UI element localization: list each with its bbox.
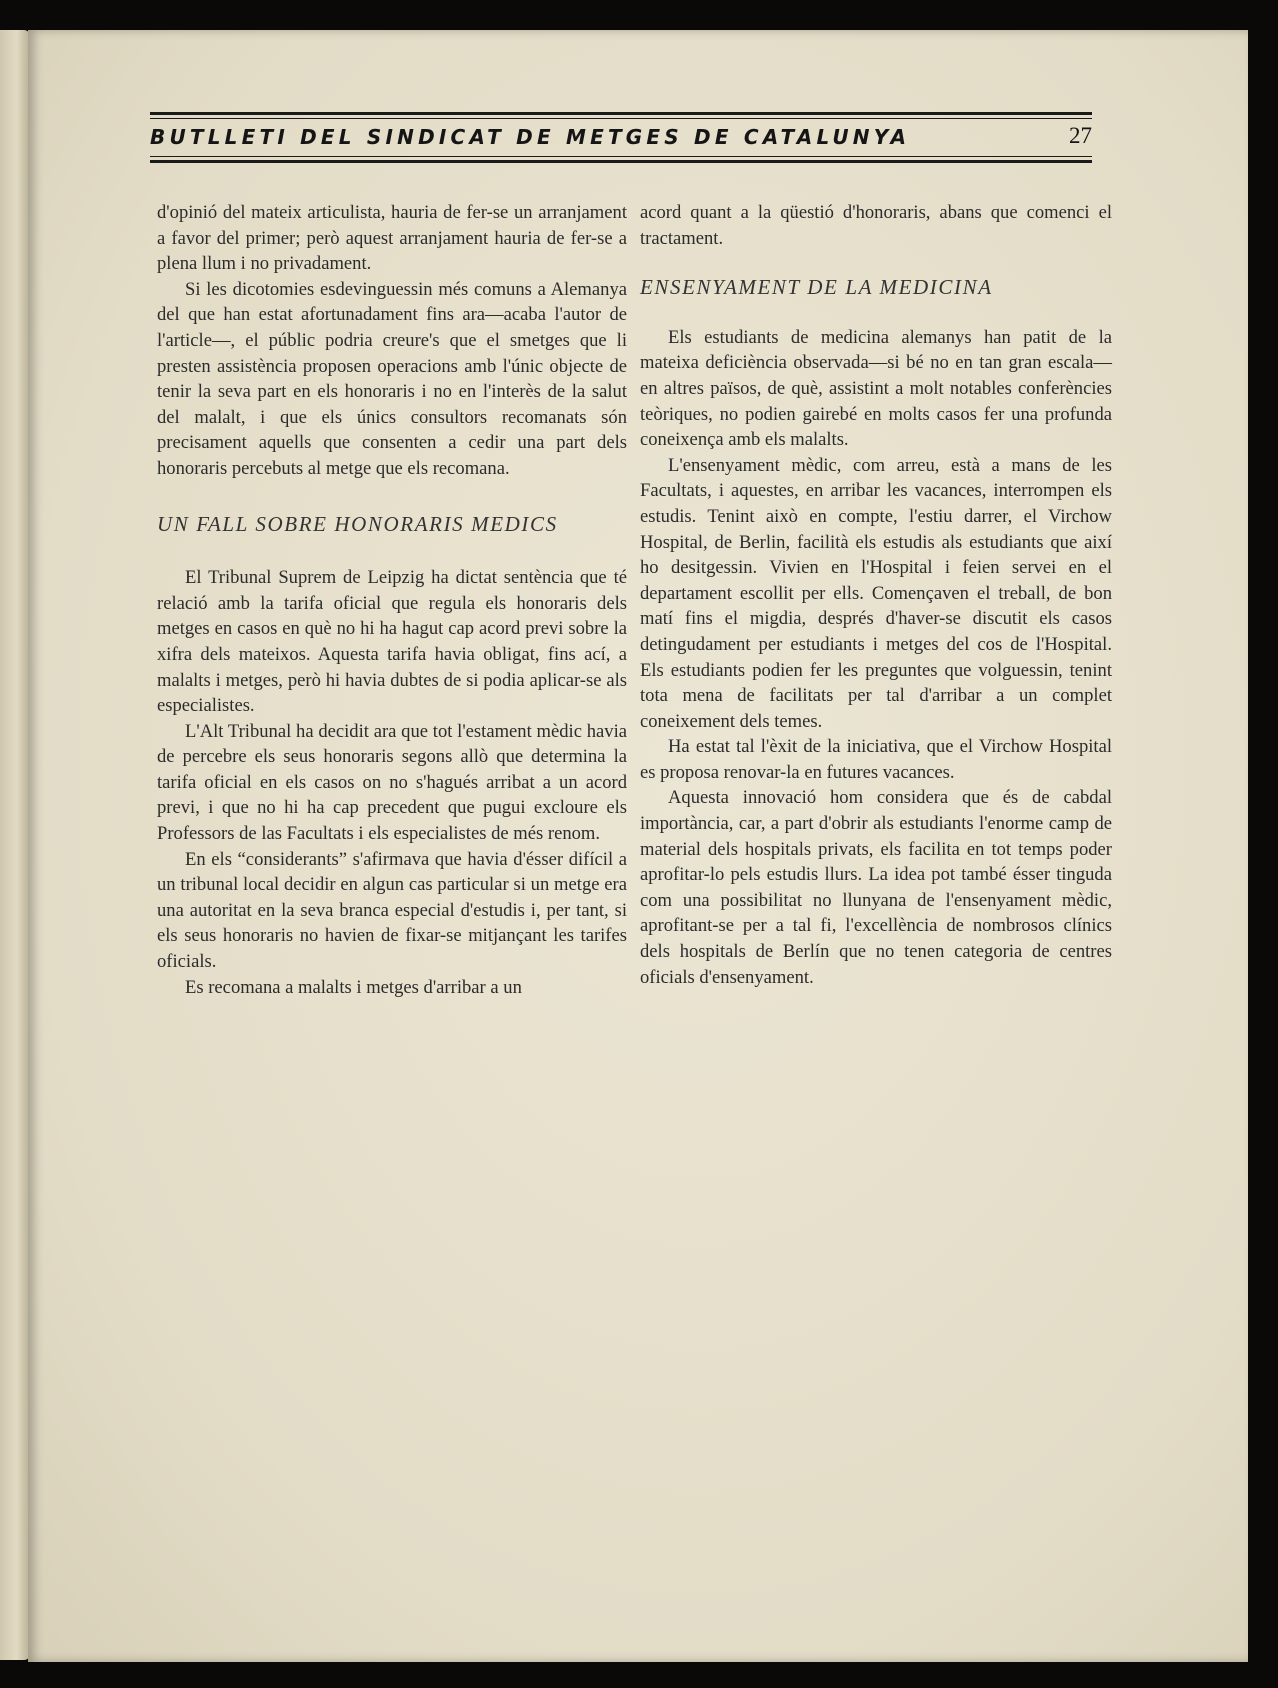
paragraph: L'ensenyament mèdic, com arreu, està a mans de les Facultats, i aquestes, en arribar les vacances, interrompen els estudis. Tenint això en compte, l'estiu darrer, el Virchow Hospital, de Berlin, facilità els estudis als estudiants que així ho desitgessin. Vivien en l'Hospital i feien servei en el departament escollit per ells. Començaven el treball, de bon matí fins el migdia, després d'haver-se discutit els casos detingudament per estudiants i metges del cos de l'Hospital. Els estudiants podien fer les preguntes que volguessin, tenint tota mena de facilitats per tal d'arribar a un complet coneixement dels temes. — [640, 454, 1112, 732]
page-number: 27 — [1069, 123, 1092, 148]
header-rule-top-thin — [150, 118, 1092, 119]
header-rule-bottom-thin — [150, 156, 1092, 157]
running-header — [150, 112, 1092, 164]
paragraph: Es recomana a malalts i metges d'arribar a un — [185, 976, 522, 998]
paragraph: L'Alt Tribunal ha decidit ara que tot l'estament mèdic havia de percebre els seus honoraris segons allò que determina la tarifa oficial en els casos on no s'hagués arribat a un acord previ, i que no hi ha cap precedent que pugui excloure els Professors de las Facultats i els especialistes de més renom. — [157, 720, 627, 845]
paragraph: El Tribunal Suprem de Leipzig ha dictat sentència que té relació amb la tarifa oficial que regula els honoraris dels metges en casos en què no hi ha hagut cap acord previ sobre la xifra dels mateixos. Aquesta tarifa havia obligat, fins ací, a malalts i metges, però hi havia dubtes de si podia aplicar-se als especialistes. — [157, 567, 627, 717]
book-spine — [0, 30, 30, 1660]
paragraph: acord quant a la qüestió d'honoraris, abans que comenci el tractament. — [640, 202, 1112, 249]
header-rule-bottom — [150, 160, 1092, 163]
header-rule-top — [150, 112, 1092, 115]
paragraph: Els estudiants de medicina alemanys han patit de la mateixa deficiència observada—si bé no en tan gran escala—en altres països, de què, assistint a molt notables conferències teòriques, no podien gairebé en molts casos fer una profunda coneixença amb els malalts. — [640, 326, 1112, 451]
paragraph: Si les dicotomies esdevinguessin més comuns a Alemanya del que han estat afortunadament fins ara—acaba l'autor de l'article—, el públic podria creure's que el smetges que li presten assistència proposen operacions amb l'únic objecte de tenir la seva part en els honoraris i no en l'interès de la salut del malalt, i que els únics consultors recomanats són precisament aquells que consenten a cedir una part dels honoraris percebuts al metge que els recomana. — [157, 278, 627, 479]
paragraph: Ha estat tal l'èxit de la iniciativa, que el Virchow Hospital es proposa renovar-la en futures vacances. — [640, 736, 1112, 783]
paragraph: Aquesta innovació hom considera que és de cabdal importància, car, a part d'obrir als estudiants l'enorme camp de material dels hospitals privats, els facilita en tot temps poder aprofitar-lo pels estudis llurs. La idea pot també ésser tinguda com una possibilitat no llunyana de l'ensenyament mèdic, aprofitant-se per a tal fi, l'excellència de nombrosos clínics dels hospitals de Berlín que no tenen categoria de centres oficials d'ensenyament. — [640, 787, 1112, 988]
right-column — [640, 200, 1112, 990]
paragraph: En els “considerants” s'afirmava que havia d'ésser difícil a un tribunal local decidir en algun cas particular si un metge era una autoritat en la seva branca especial d'estudis i, per tant, si els seus honoraris no havien de fixar-se mitjançant les tarifes oficials. — [157, 848, 627, 973]
section-heading: ENSENYAMENT DE LA MEDICINA — [640, 275, 993, 300]
left-column — [157, 200, 627, 1000]
section-heading: UN FALL SOBRE HONORARIS MEDICS — [157, 511, 558, 536]
paragraph: d'opinió del mateix articulista, hauria de fer-se un arranjament a favor del primer; però aquest arranjament hauria de fer-se a plena llum i no privadament. — [157, 202, 627, 275]
journal-title: BUTLLETI DEL SINDICAT DE METGES DE CATALUNYA — [150, 125, 911, 149]
